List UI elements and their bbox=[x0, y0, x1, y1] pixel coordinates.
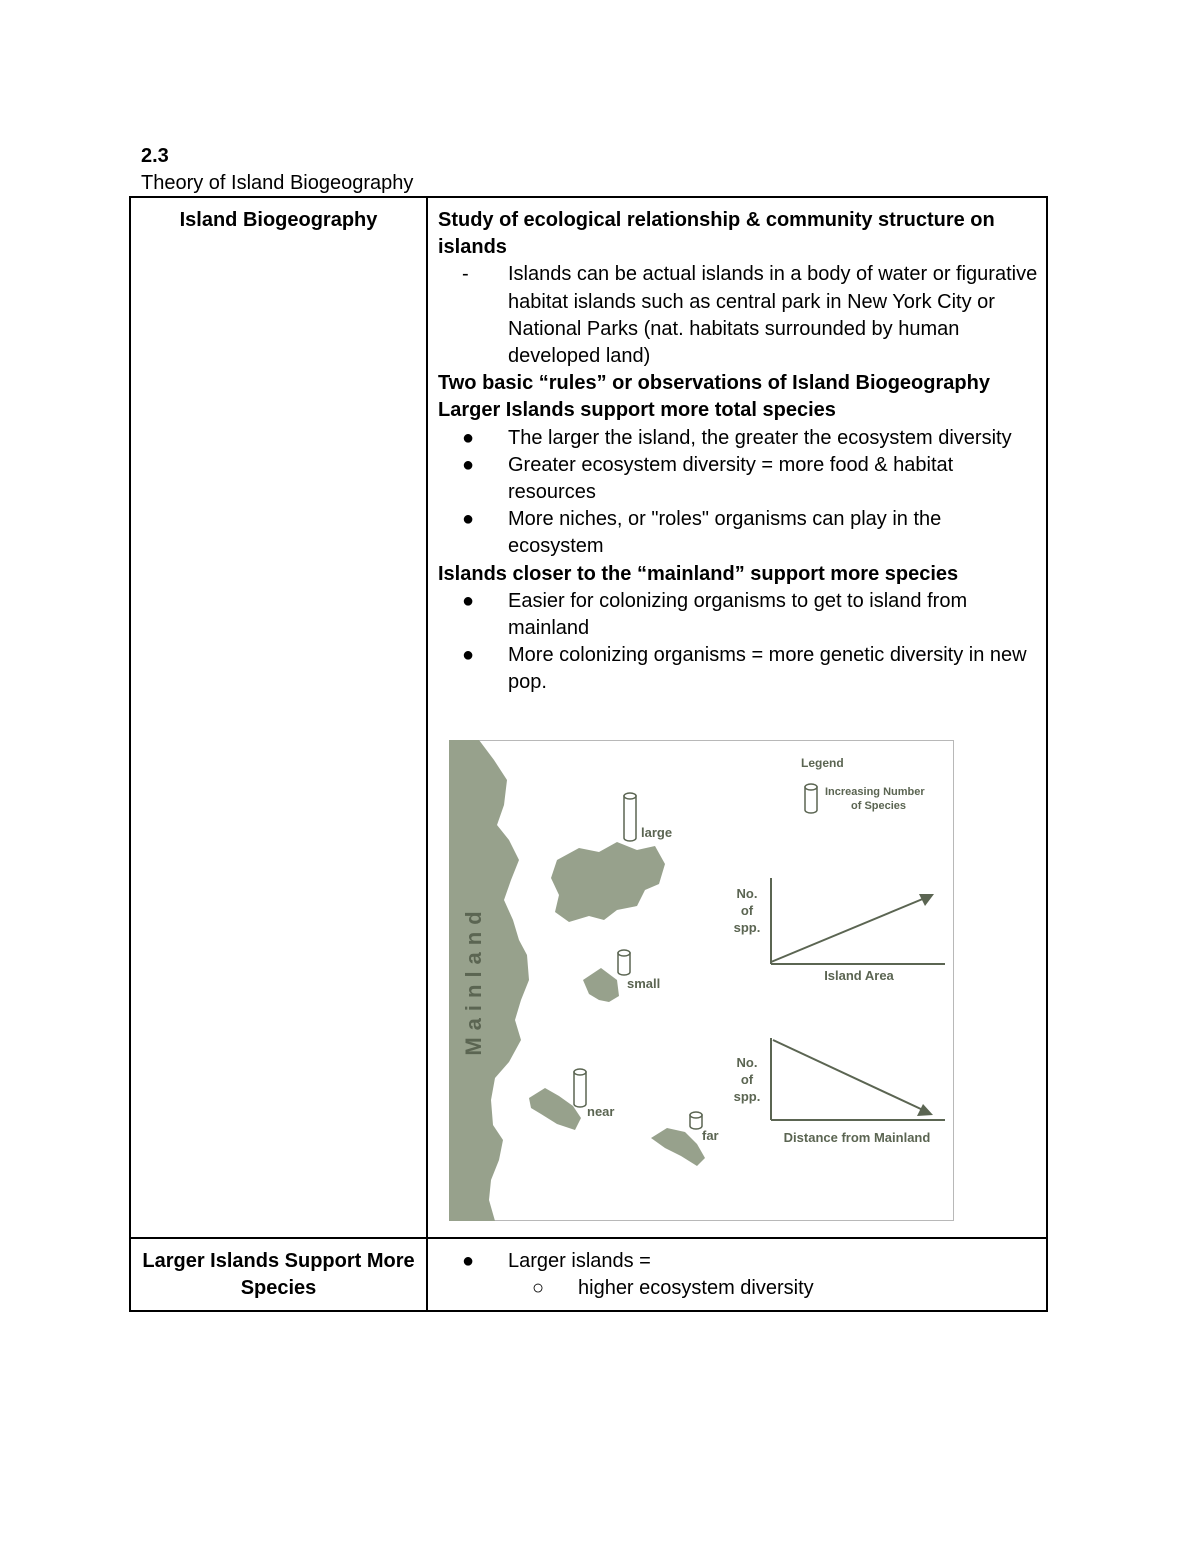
bullet-icon: ● bbox=[462, 508, 475, 531]
label-large: large bbox=[641, 824, 673, 840]
cylinder-large-top bbox=[624, 793, 636, 799]
list-item: ● Larger islands = bbox=[438, 1248, 1040, 1275]
bullet-icon: ● bbox=[462, 589, 475, 612]
notes-table bbox=[129, 196, 1048, 1312]
definition-cell bbox=[427, 1238, 1047, 1311]
legend-text-1: Increasing Number bbox=[825, 785, 925, 798]
graph1-ylabel-3: spp. bbox=[733, 919, 761, 935]
cylinder-far-top bbox=[690, 1112, 702, 1118]
bullet-icon: ● bbox=[462, 426, 475, 449]
section-number: 2.3 bbox=[141, 145, 169, 167]
graph2-ylabel-2: of bbox=[740, 1071, 754, 1087]
legend-cylinder-top bbox=[805, 784, 817, 790]
label-small: small bbox=[627, 975, 661, 991]
rules-heading: Two basic “rules” or observations of Island Biogeography bbox=[438, 372, 990, 395]
list-item: ● More colonizing organisms = more genetic diversity in new pop. bbox=[462, 644, 1027, 694]
label-far: far bbox=[702, 1127, 719, 1143]
definition-intro: Study of ecological relationship & community structure on islands bbox=[438, 209, 995, 259]
list-item: ● More niches, or "roles" organisms can play in the ecosystem bbox=[462, 508, 942, 558]
legend-cylinder-icon bbox=[805, 787, 817, 813]
table-row bbox=[130, 1238, 1047, 1311]
mainland-label: Mainland bbox=[461, 903, 486, 1056]
bullet-icon: ● bbox=[462, 644, 475, 667]
island-biogeography-figure bbox=[449, 740, 954, 1221]
label-near: near bbox=[587, 1103, 615, 1119]
list-item: ● The larger the island, the greater the ecosystem diversity bbox=[438, 425, 1040, 452]
rule-1-heading: Larger Islands support more total species bbox=[438, 399, 836, 422]
legend-text-2: of Species bbox=[851, 799, 907, 812]
list-item: - Islands can be actual islands in a body of water or figurative habitat islands such as central park in New York City or National Parks (nat. habitats surrounded by human developed land) bbox=[462, 263, 1038, 368]
document-heading bbox=[141, 143, 413, 197]
list-item: ● Greater ecosystem diversity = more food & habitat resources bbox=[462, 453, 954, 504]
term-label: Larger Islands Support More Species bbox=[142, 1249, 415, 1299]
hollow-bullet-icon: ○ bbox=[532, 1276, 545, 1299]
cylinder-large-icon bbox=[624, 796, 636, 841]
term-cell bbox=[130, 197, 427, 1238]
graph2-ylabel-3: spp. bbox=[733, 1088, 761, 1104]
cylinder-near-icon bbox=[574, 1072, 586, 1107]
term-label: Island Biogeography bbox=[179, 209, 378, 231]
dash-bullet-icon: - bbox=[462, 263, 469, 286]
section-title: Theory of Island Biogeography bbox=[141, 172, 414, 194]
list-subitem: ○ higher ecosystem diversity bbox=[438, 1275, 1040, 1302]
rule-2-heading: Islands closer to the “mainland” support more species bbox=[438, 562, 959, 585]
graph1-ylabel-1: No. bbox=[736, 885, 758, 901]
figure-svg bbox=[449, 740, 954, 1221]
list-item: ● Easier for colonizing organisms to get to island from mainland bbox=[462, 589, 968, 640]
definition-cell bbox=[427, 197, 1047, 1238]
legend-title: Legend bbox=[801, 755, 844, 770]
graph2-ylabel-1: No. bbox=[736, 1054, 758, 1070]
graph2-xlabel: Distance from Mainland bbox=[783, 1129, 931, 1145]
term-cell bbox=[130, 1238, 427, 1311]
cylinder-small-top bbox=[618, 950, 630, 956]
bullet-icon: ● bbox=[462, 453, 475, 476]
graph1-ylabel-2: of bbox=[740, 902, 754, 918]
cylinder-near-top bbox=[574, 1069, 586, 1075]
graph1-xlabel: Island Area bbox=[824, 967, 894, 983]
bullet-icon: ● bbox=[462, 1249, 475, 1272]
table-row bbox=[130, 197, 1047, 1238]
